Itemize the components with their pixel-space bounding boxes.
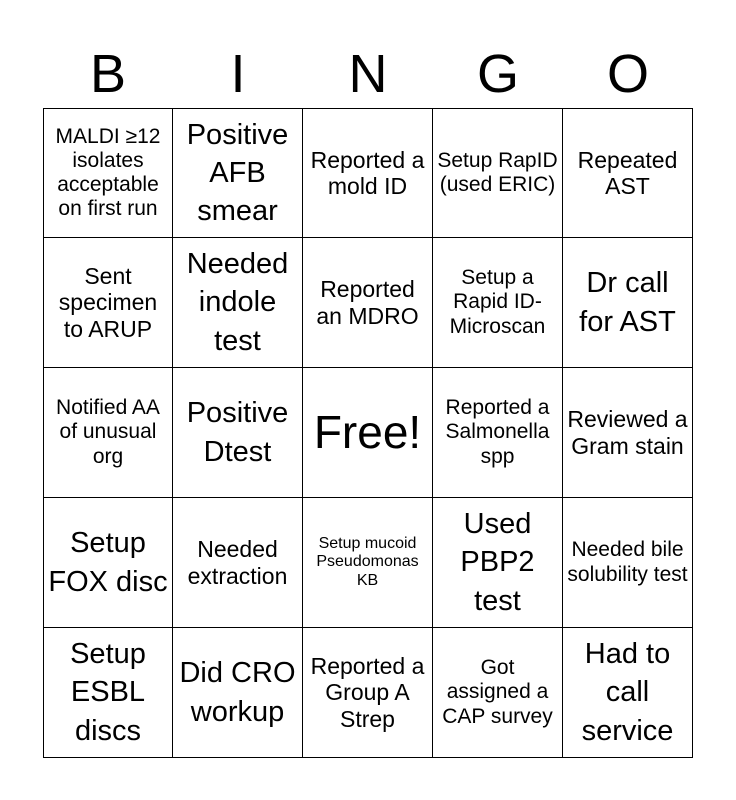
bingo-header (43, 40, 693, 108)
bingo-cell[interactable] (563, 108, 693, 238)
bingo-cell[interactable] (303, 628, 433, 758)
bingo-cell[interactable] (433, 628, 563, 758)
header-letter-i: I (230, 44, 246, 104)
cell-text: Needed bile solubility test (567, 538, 688, 586)
bingo-cell[interactable] (173, 108, 303, 238)
cell-text: Reported a Salmonella spp (445, 396, 550, 468)
header-letter-n: N (348, 44, 388, 104)
cell-text: MALDI ≥12 isolates acceptable on first run (55, 124, 161, 221)
header-letter-b: B (89, 44, 127, 104)
bingo-cell[interactable] (303, 108, 433, 238)
cell-text: Repeated AST (577, 146, 678, 199)
cell-text: Did CRO workup (179, 657, 296, 728)
bingo-cell[interactable] (433, 108, 563, 238)
cell-text: Positive AFB smear (186, 118, 289, 228)
cell-text: Dr call for AST (579, 267, 676, 338)
cell-text: Setup mucoid Pseudomonas KB (316, 534, 419, 589)
cell-text: Setup RapID (used ERIC) (437, 148, 558, 196)
bingo-cell[interactable] (173, 368, 303, 498)
cell-text: Needed indole test (186, 248, 289, 357)
cell-text: Reported a Group A Strep (310, 652, 425, 732)
cell-text: Reviewed a Gram stain (567, 406, 688, 459)
cell-text: Positive Dtest (186, 397, 289, 468)
bingo-cell[interactable] (303, 498, 433, 628)
bingo-cell[interactable] (433, 238, 563, 368)
cell-text: Reported a mold ID (310, 146, 425, 199)
cell-text: Free! (313, 406, 422, 459)
bingo-cell[interactable] (563, 238, 693, 368)
header-letter-g: G (476, 44, 519, 104)
cell-text: Setup ESBL discs (70, 638, 146, 747)
cell-text: Got assigned a CAP survey (442, 656, 553, 728)
bingo-cell[interactable] (43, 498, 173, 628)
bingo-cell[interactable] (563, 498, 693, 628)
cell-text: Setup FOX disc (48, 527, 168, 598)
cell-text: Notified AA of unusual org (56, 396, 160, 468)
bingo-cell[interactable] (173, 628, 303, 758)
bingo-cell[interactable] (303, 238, 433, 368)
bingo-cell[interactable] (173, 238, 303, 368)
cell-text: Sent specimen to ARUP (58, 262, 158, 342)
bingo-cell[interactable] (43, 238, 173, 368)
cell-text: Reported an MDRO (316, 276, 419, 329)
bingo-cell[interactable] (433, 368, 563, 498)
header-letter-o: O (606, 44, 649, 104)
cell-text: Needed extraction (187, 536, 288, 589)
bingo-cell[interactable] (563, 628, 693, 758)
bingo-board (43, 108, 693, 758)
bingo-cell[interactable] (433, 498, 563, 628)
bingo-cell[interactable] (43, 108, 173, 238)
bingo-cell[interactable] (563, 368, 693, 498)
cell-text: Setup a Rapid ID-Microscan (449, 266, 546, 338)
bingo-cell[interactable] (43, 628, 173, 758)
bingo-cell[interactable] (173, 498, 303, 628)
free-space-cell[interactable] (303, 368, 433, 498)
cell-text: Had to call service (581, 638, 674, 747)
cell-text: Used PBP2 test (460, 508, 535, 617)
bingo-cell[interactable] (43, 368, 173, 498)
